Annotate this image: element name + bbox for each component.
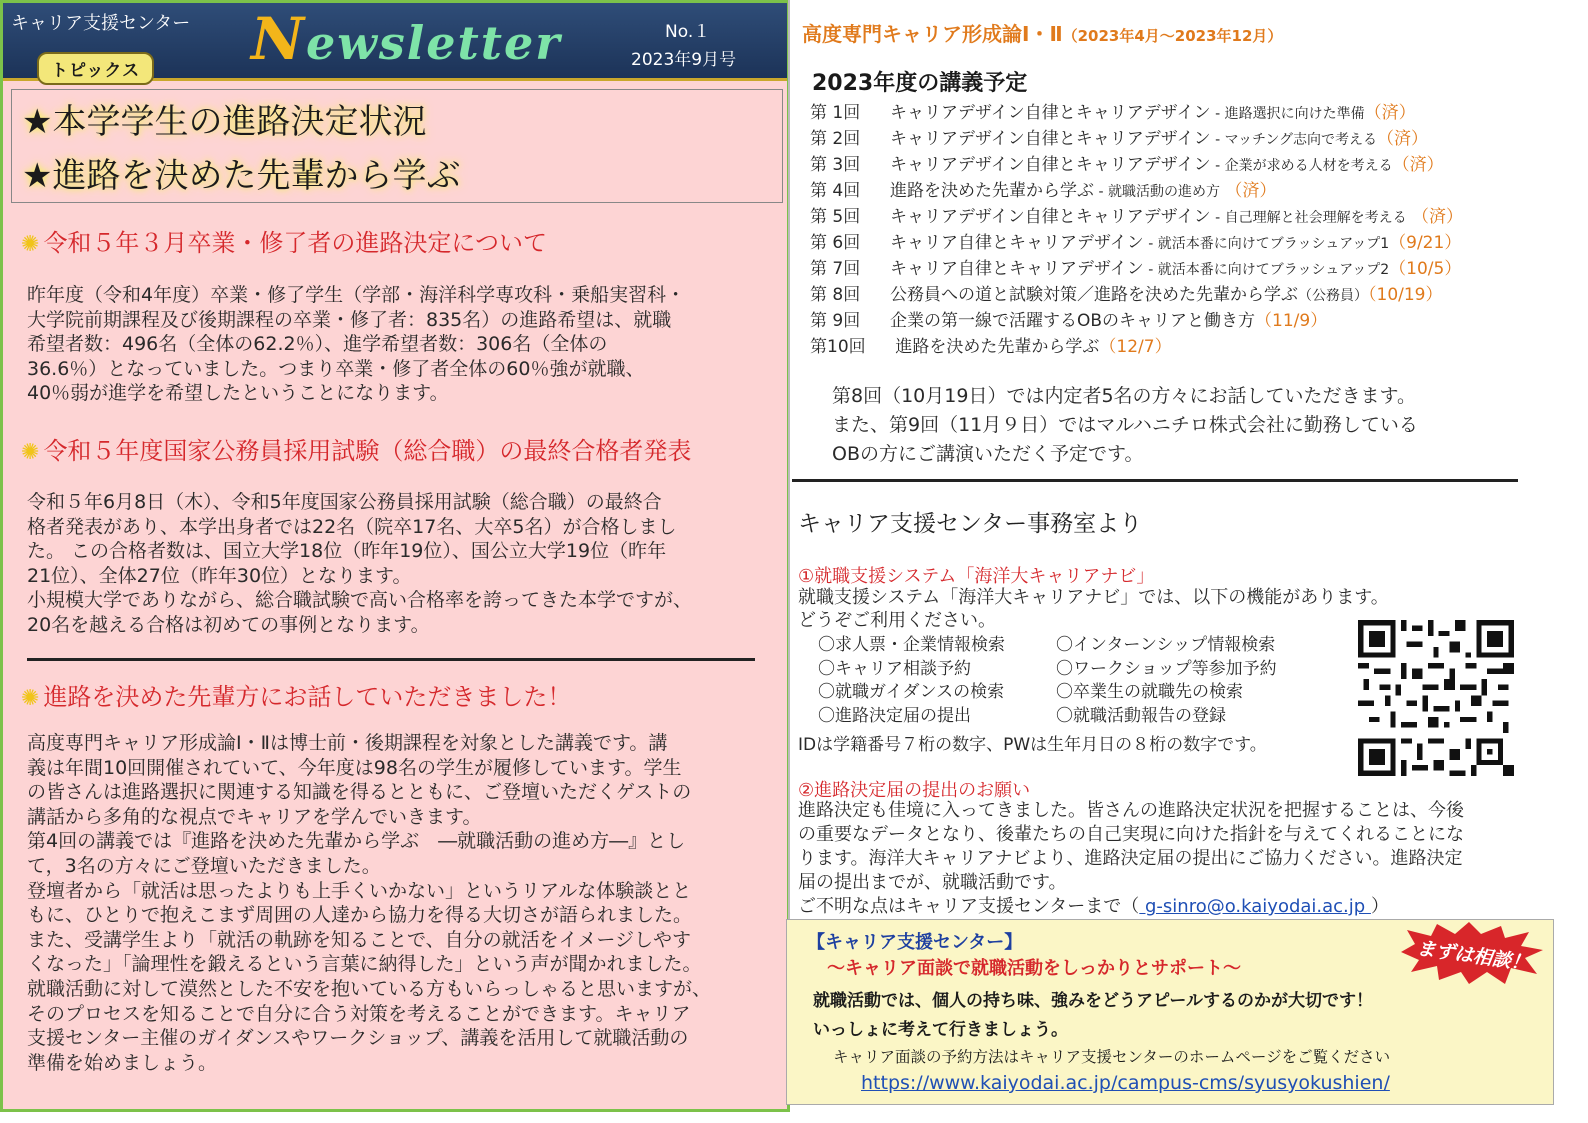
lecture-item bbox=[810, 334, 1550, 360]
lecture-title: キャリアデザイン自律とキャリアデザイン bbox=[890, 129, 1211, 149]
lecture-number: 第 6回 bbox=[810, 233, 861, 253]
lecture-title: 企業の第一線で活躍するOBのキャリアと働き方 bbox=[890, 311, 1256, 331]
body-line: 20名を越える合格は初めての事例となります。 bbox=[27, 613, 430, 636]
lecture-title: 公務員への道と試験対策／進路を決めた先輩から学ぶ bbox=[890, 285, 1298, 305]
system-title: ①就職支援システム「海洋大キャリアナビ」 bbox=[798, 566, 1155, 587]
declaration-title: ②進路決定届の提出のお願い bbox=[798, 780, 1031, 801]
lecture-item bbox=[810, 308, 1550, 334]
support-line: 就職活動では、個人の持ち味、強みをどうアピールするのかが大切です！ bbox=[813, 991, 1373, 1011]
body-line: 義は年間10回開催されていて、今年度は98名の学生が履修しています。学生 bbox=[27, 756, 682, 779]
section-body bbox=[27, 283, 775, 406]
lecture-number: 第 3回 bbox=[810, 155, 861, 175]
section-heading-text: 令和５年度国家公務員採用試験（総合職）の最終合格者発表 bbox=[43, 437, 692, 465]
body-line: くなった」「論理性を鍛えるという言葉に納得した」という声が聞かれました。 bbox=[27, 953, 702, 976]
lecture-status: （済） bbox=[1392, 155, 1444, 175]
lecture-number: 第 1回 bbox=[810, 103, 861, 123]
lecture-item bbox=[810, 178, 1550, 204]
lecture-item bbox=[810, 230, 1550, 256]
sun-bullet-icon: ✺ bbox=[21, 440, 40, 465]
lecture-list bbox=[810, 100, 1550, 360]
contact-prefix: ご不明な点はキャリア支援センターまで（ bbox=[798, 896, 1140, 917]
section-body bbox=[27, 731, 775, 1075]
lecture-status: （12/7） bbox=[1099, 337, 1172, 357]
body-line: 支援センター主催のガイダンスやワークショップ、講義を活用して就職活動の bbox=[27, 1027, 689, 1050]
lecture-title: キャリアデザイン自律とキャリアデザイン bbox=[890, 207, 1211, 227]
body-line: 格者発表があり、本学出身者では22名（院卒17名、大卒5名）が合格しまし bbox=[27, 515, 677, 538]
feature-item: 〇就職ガイダンスの検索 bbox=[818, 682, 1005, 702]
sun-bullet-icon: ✺ bbox=[21, 686, 40, 711]
section-heading-text: 令和５年３月卒業・修了者の進路決定について bbox=[43, 229, 547, 257]
lecture-number: 第 2回 bbox=[810, 129, 861, 149]
feature-item: 〇インターンシップ情報検索 bbox=[1056, 635, 1276, 655]
section-heading bbox=[21, 431, 691, 466]
lecture-status: （済） bbox=[1377, 129, 1429, 149]
support-catchphrase: ～キャリア面談で就職活動をしっかりとサポート～ bbox=[827, 958, 1241, 979]
divider bbox=[792, 479, 1518, 482]
note-line: OBの方にご講演いただく予定です。 bbox=[832, 443, 1144, 465]
topics-box bbox=[11, 89, 783, 203]
lecture-number: 第 8回 bbox=[810, 285, 861, 305]
body-line: 21位）、全体27位（昨年30位）となります。 bbox=[27, 564, 412, 587]
lecture-subtitle: - 進路選択に向けた準備 bbox=[1210, 106, 1365, 122]
lecture-item bbox=[810, 152, 1550, 178]
body-line: 大学院前期課程及び後期課程の卒業・修了者：835名）の進路希望は、就職 bbox=[27, 308, 672, 331]
lecture-status: （済） bbox=[1406, 207, 1463, 227]
topics-label: トピックス bbox=[37, 52, 154, 85]
body-line: 講話から多角的な視点でキャリアを学んでいきます。 bbox=[27, 805, 482, 828]
feature-item: 〇キャリア相談予約 bbox=[818, 658, 971, 679]
plan-title: 2023年度の講義予定 bbox=[812, 71, 1028, 96]
lecture-subtitle: - 企業が求める人材を考える bbox=[1210, 158, 1393, 174]
title-rest: ewsletter bbox=[306, 16, 562, 70]
issue-month: 2023年9月号 bbox=[631, 50, 737, 70]
lecture-number: 第 5回 bbox=[810, 207, 861, 227]
declaration-body bbox=[798, 799, 1538, 919]
sun-bullet-icon: ✺ bbox=[21, 232, 40, 257]
body-line: 就職活動に対して漠然とした不安を抱いている方もいらっしゃると思いますが、 bbox=[27, 977, 712, 1000]
body-line: どうぞご利用ください。 bbox=[798, 610, 996, 631]
lecture-item bbox=[810, 100, 1550, 126]
section-heading bbox=[21, 677, 571, 712]
course-title bbox=[802, 18, 1282, 47]
lecture-item bbox=[810, 204, 1550, 230]
lecture-subtitle: - 就活本番に向けてブラッシュアップ2 bbox=[1143, 262, 1390, 278]
body-line: 準備を始めましょう。 bbox=[27, 1051, 218, 1074]
lecture-title: 進路を決めた先輩から学ぶ bbox=[890, 337, 1100, 357]
contact-email-link[interactable]: g-sinro@o.kaiyodai.ac.jp bbox=[1139, 896, 1371, 917]
consult-burst-badge bbox=[1397, 922, 1547, 986]
support-url-link[interactable]: https://www.kaiyodai.ac.jp/campus-cms/syusyokushien/ bbox=[861, 1072, 1390, 1094]
title-initial: N bbox=[251, 5, 307, 73]
id-note: IDは学籍番号７桁の数字、PWは生年月日の８桁の数字です。 bbox=[798, 735, 1267, 755]
lecture-status: （11/9） bbox=[1255, 311, 1328, 331]
body-line: 高度専門キャリア形成論Ⅰ・Ⅱは博士前・後期課程を対象とした講義です。講 bbox=[27, 732, 668, 754]
feature-item: 〇進路決定届の提出 bbox=[818, 705, 971, 726]
body-line: もに、ひとりで抱えこまず周囲の人達から協力を得る大切さが語られました。 bbox=[27, 904, 693, 927]
section-heading-text: 進路を決めた先輩方にお話していただきました！ bbox=[43, 683, 572, 711]
lecture-number: 第 9回 bbox=[810, 311, 861, 331]
body-line: 希望者数：496名（全体の62.2％）、進学希望者数：306名（全体の bbox=[27, 333, 608, 355]
lecture-status: （10/5） bbox=[1389, 259, 1462, 279]
course-period: （2023年4月～2023年12月） bbox=[1062, 27, 1283, 45]
topic-line: ★進路を決めた先輩から学ぶ bbox=[22, 156, 461, 196]
feature-item: 〇就職活動報告の登録 bbox=[1056, 705, 1226, 726]
lecture-title: キャリアデザイン自律とキャリアデザイン bbox=[890, 155, 1211, 175]
lecture-status: （済） bbox=[1364, 103, 1416, 123]
topic-line: ★本学学生の進路決定状況 bbox=[22, 102, 427, 142]
qr-code-icon[interactable] bbox=[1358, 620, 1514, 776]
feature-row bbox=[818, 658, 1338, 682]
left-column bbox=[0, 0, 790, 1112]
support-line: いっしょに考えて行きましょう。 bbox=[813, 1020, 1068, 1040]
feature-item: 〇求人票・企業情報検索 bbox=[818, 635, 1005, 655]
lecture-subtitle: - 就職活動の進め方 bbox=[1094, 184, 1220, 200]
support-box bbox=[786, 919, 1554, 1105]
burst-text: まずは相談！ bbox=[1415, 937, 1532, 975]
lecture-title: 進路を決めた先輩から学ぶ bbox=[890, 181, 1094, 201]
feature-row bbox=[818, 705, 1338, 729]
body-line: た。 この合格者数は、国立大学18位（昨年19位）、国公立大学19位（昨年 bbox=[27, 540, 667, 562]
body-line: 届の提出までが、就職活動です。 bbox=[798, 872, 1067, 893]
lecture-note bbox=[832, 382, 1532, 469]
body-line: 昨年度（令和4年度）卒業・修了学生（学部・海洋科学専攻科・乗船実習科・ bbox=[27, 284, 686, 306]
lecture-title: キャリア自律とキャリアデザイン bbox=[890, 233, 1144, 253]
course-title-text: 高度専門キャリア形成論Ⅰ・Ⅱ bbox=[802, 22, 1063, 46]
feature-item: 〇ワークショップ等参加予約 bbox=[1056, 658, 1277, 679]
contact-suffix: ） bbox=[1370, 896, 1389, 917]
lecture-number: 第 7回 bbox=[810, 259, 861, 279]
body-line: 進路決定も佳境に入ってきました。皆さんの進路決定状況を把握することは、今後 bbox=[798, 800, 1464, 821]
lecture-status: （10/19） bbox=[1368, 285, 1443, 305]
lecture-title: キャリアデザイン自律とキャリアデザイン bbox=[890, 103, 1211, 123]
lecture-subtitle: - 自己理解と社会理解を考える bbox=[1210, 210, 1407, 226]
contact-line bbox=[798, 895, 1538, 919]
feature-row bbox=[818, 634, 1338, 658]
note-line: 第8回（10月19日）では内定者5名の方々にお話していただきます。 bbox=[832, 385, 1417, 407]
body-line: 登壇者から「就活は思ったよりも上手くいかない」というリアルな体験談とと bbox=[27, 879, 692, 902]
body-line: て，3名の方々にご登壇いただきました。 bbox=[27, 854, 381, 877]
lecture-subtitle: （公務員） bbox=[1298, 288, 1368, 304]
lecture-item bbox=[810, 256, 1550, 282]
body-line: 就職支援システム「海洋大キャリアナビ」では、以下の機能があります。 bbox=[798, 587, 1389, 608]
lecture-subtitle: - マッチング志向で考える bbox=[1210, 132, 1378, 148]
section-body bbox=[27, 490, 775, 637]
body-line: の重要なデータとなり、後輩たちの自己実現に向けた指針を与えてくれることにな bbox=[798, 824, 1464, 845]
divider bbox=[27, 658, 755, 661]
newsletter-header bbox=[3, 3, 787, 81]
feature-row bbox=[818, 681, 1338, 705]
org-name: キャリア支援センター bbox=[11, 13, 191, 34]
body-line: 36.6％）となっていました。つまり卒業・修了者全体の60％強が就職、 bbox=[27, 357, 645, 380]
support-line: キャリア面談の予約方法はキャリア支援センターのホームページをご覧ください bbox=[833, 1048, 1391, 1066]
section-heading bbox=[21, 223, 547, 258]
office-title: キャリア支援センター事務室より bbox=[798, 511, 1143, 537]
body-line: ります。海洋大キャリアナビより、進路決定届の提出にご協力ください。進路決定 bbox=[798, 848, 1463, 869]
lecture-title: キャリア自律とキャリアデザイン bbox=[890, 259, 1144, 279]
lecture-number: 第 4回 bbox=[810, 181, 861, 201]
issue-number: No.１ bbox=[665, 22, 711, 42]
body-line: の皆さんは進路選択に関連する知識を得るとともに、ご登壇いただくゲストの bbox=[27, 781, 692, 804]
note-line: また、第9回（11月９日）ではマルハニチロ株式会社に勤務している bbox=[832, 414, 1418, 436]
support-name: 【キャリア支援センター】 bbox=[807, 932, 1023, 953]
lecture-subtitle: - 就活本番に向けてブラッシュアップ1 bbox=[1143, 236, 1390, 252]
body-line: 第4回の講義では『進路を決めた先輩から学ぶ ―就職活動の進め方―』とし bbox=[27, 830, 686, 853]
feature-list bbox=[818, 634, 1338, 728]
lecture-status: （9/21） bbox=[1389, 233, 1462, 253]
newsletter-title bbox=[251, 5, 562, 73]
body-line: そのプロセスを知ることで自分に合う対策を考えることができます。キャリア bbox=[27, 1002, 691, 1025]
feature-item: 〇卒業生の就職先の検索 bbox=[1056, 682, 1243, 702]
lecture-item bbox=[810, 126, 1550, 152]
lecture-item bbox=[810, 282, 1550, 308]
column-divider bbox=[788, 0, 790, 920]
body-line: 令和５年6月8日（木）、令和5年度国家公務員採用試験（総合職）の最終合 bbox=[27, 491, 662, 513]
body-line: また、受講学生より「就活の軌跡を知ることで、自分の就活をイメージしやす bbox=[27, 928, 692, 951]
lecture-status: （済） bbox=[1219, 181, 1277, 201]
body-line: 小規模大学でありながら、総合職試験で高い合格率を誇ってきた本学ですが、 bbox=[27, 589, 693, 611]
body-line: 40％弱が進学を希望したということになります。 bbox=[27, 382, 449, 404]
lecture-number: 第10回 bbox=[810, 337, 866, 357]
